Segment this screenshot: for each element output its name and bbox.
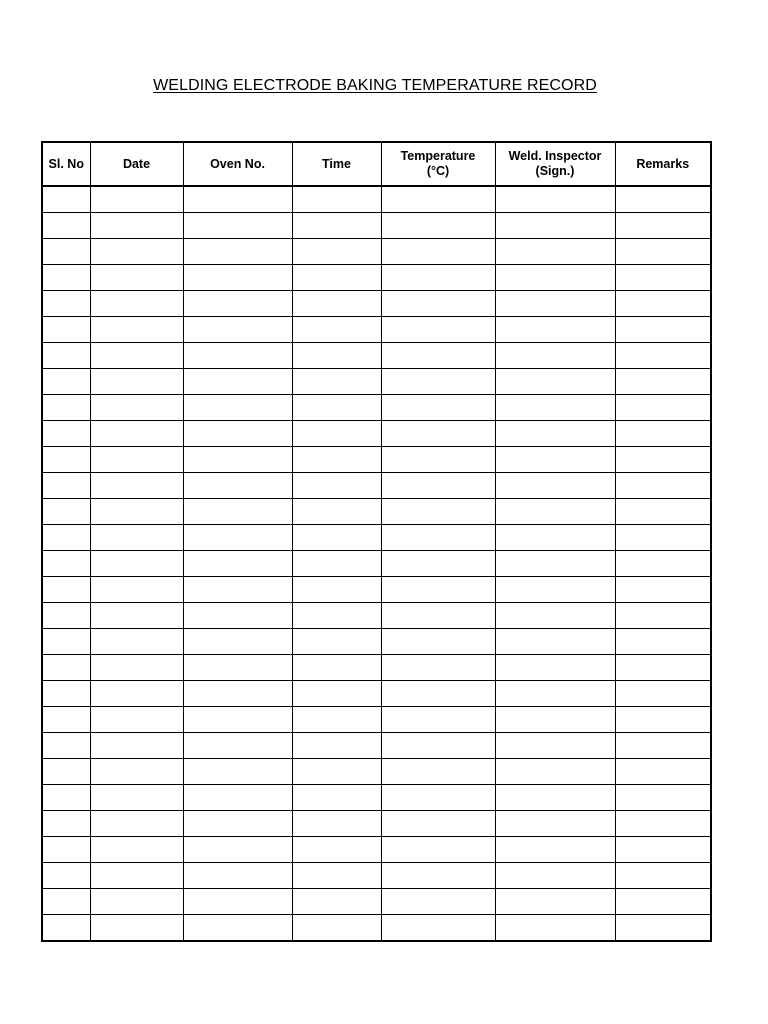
cell-oven-no[interactable] [183, 629, 292, 655]
cell-date[interactable] [90, 681, 183, 707]
cell-time[interactable] [292, 915, 381, 942]
cell-temperature[interactable] [381, 707, 495, 733]
cell-oven-no[interactable] [183, 265, 292, 291]
cell-sl-no[interactable] [42, 291, 90, 317]
cell-date[interactable] [90, 213, 183, 239]
cell-temperature[interactable] [381, 186, 495, 213]
cell-oven-no[interactable] [183, 395, 292, 421]
cell-sl-no[interactable] [42, 343, 90, 369]
cell-date[interactable] [90, 629, 183, 655]
cell-oven-no[interactable] [183, 343, 292, 369]
cell-sl-no[interactable] [42, 707, 90, 733]
cell-weld-inspector[interactable] [495, 785, 615, 811]
cell-temperature[interactable] [381, 473, 495, 499]
table-header-row [42, 142, 711, 186]
cell-temperature[interactable] [381, 681, 495, 707]
cell-temperature[interactable] [381, 551, 495, 577]
cell-weld-inspector[interactable] [495, 707, 615, 733]
cell-date[interactable] [90, 447, 183, 473]
cell-date[interactable] [90, 473, 183, 499]
cell-remarks[interactable] [615, 629, 711, 655]
cell-weld-inspector[interactable] [495, 291, 615, 317]
table-row [42, 681, 711, 707]
cell-temperature[interactable] [381, 499, 495, 525]
cell-sl-no[interactable] [42, 239, 90, 265]
cell-remarks[interactable] [615, 473, 711, 499]
table-row [42, 525, 711, 551]
table-row [42, 811, 711, 837]
cell-remarks[interactable] [615, 265, 711, 291]
cell-time[interactable] [292, 343, 381, 369]
cell-weld-inspector[interactable] [495, 265, 615, 291]
cell-date[interactable] [90, 707, 183, 733]
cell-sl-no[interactable] [42, 447, 90, 473]
cell-weld-inspector[interactable] [495, 239, 615, 265]
cell-sl-no[interactable] [42, 499, 90, 525]
cell-time[interactable] [292, 603, 381, 629]
cell-oven-no[interactable] [183, 551, 292, 577]
cell-sl-no[interactable] [42, 733, 90, 759]
table-row [42, 551, 711, 577]
cell-sl-no[interactable] [42, 577, 90, 603]
cell-date[interactable] [90, 499, 183, 525]
cell-weld-inspector[interactable] [495, 447, 615, 473]
cell-oven-no[interactable] [183, 759, 292, 785]
cell-weld-inspector[interactable] [495, 603, 615, 629]
cell-sl-no[interactable] [42, 915, 90, 942]
cell-time[interactable] [292, 889, 381, 915]
cell-temperature[interactable] [381, 213, 495, 239]
cell-temperature[interactable] [381, 733, 495, 759]
cell-weld-inspector[interactable] [495, 213, 615, 239]
cell-date[interactable] [90, 395, 183, 421]
table-row [42, 837, 711, 863]
cell-date[interactable] [90, 343, 183, 369]
cell-weld-inspector[interactable] [495, 915, 615, 942]
cell-date[interactable] [90, 733, 183, 759]
cell-remarks[interactable] [615, 499, 711, 525]
cell-sl-no[interactable] [42, 369, 90, 395]
cell-weld-inspector[interactable] [495, 369, 615, 395]
table-row [42, 499, 711, 525]
cell-time[interactable] [292, 655, 381, 681]
cell-time[interactable] [292, 863, 381, 889]
cell-date[interactable] [90, 525, 183, 551]
cell-time[interactable] [292, 629, 381, 655]
cell-remarks[interactable] [615, 577, 711, 603]
cell-temperature[interactable] [381, 291, 495, 317]
column-header-weld-inspector: Weld. Inspector (Sign.) [495, 142, 615, 186]
column-header-remarks: Remarks [615, 142, 711, 186]
cell-date[interactable] [90, 759, 183, 785]
cell-temperature[interactable] [381, 759, 495, 785]
cell-oven-no[interactable] [183, 577, 292, 603]
table-row [42, 395, 711, 421]
table-row [42, 186, 711, 213]
cell-remarks[interactable] [615, 811, 711, 837]
cell-oven-no[interactable] [183, 499, 292, 525]
cell-time[interactable] [292, 369, 381, 395]
cell-time[interactable] [292, 213, 381, 239]
cell-time[interactable] [292, 447, 381, 473]
cell-remarks[interactable] [615, 863, 711, 889]
cell-sl-no[interactable] [42, 655, 90, 681]
cell-temperature[interactable] [381, 837, 495, 863]
cell-oven-no[interactable] [183, 733, 292, 759]
cell-sl-no[interactable] [42, 421, 90, 447]
cell-weld-inspector[interactable] [495, 186, 615, 213]
cell-remarks[interactable] [615, 603, 711, 629]
cell-time[interactable] [292, 837, 381, 863]
cell-sl-no[interactable] [42, 551, 90, 577]
table-row [42, 655, 711, 681]
cell-weld-inspector[interactable] [495, 395, 615, 421]
cell-remarks[interactable] [615, 421, 711, 447]
table-row [42, 291, 711, 317]
cell-weld-inspector[interactable] [495, 499, 615, 525]
column-header-oven-no: Oven No. [183, 142, 292, 186]
cell-sl-no[interactable] [42, 863, 90, 889]
cell-weld-inspector[interactable] [495, 577, 615, 603]
cell-weld-inspector[interactable] [495, 733, 615, 759]
table-row [42, 239, 711, 265]
column-header-temperature: Temperature (°C) [381, 142, 495, 186]
cell-remarks[interactable] [615, 759, 711, 785]
cell-temperature[interactable] [381, 785, 495, 811]
cell-time[interactable] [292, 265, 381, 291]
cell-date[interactable] [90, 785, 183, 811]
cell-weld-inspector[interactable] [495, 551, 615, 577]
cell-temperature[interactable] [381, 629, 495, 655]
cell-sl-no[interactable] [42, 629, 90, 655]
cell-weld-inspector[interactable] [495, 889, 615, 915]
cell-oven-no[interactable] [183, 837, 292, 863]
cell-remarks[interactable] [615, 395, 711, 421]
cell-remarks[interactable] [615, 837, 711, 863]
cell-temperature[interactable] [381, 421, 495, 447]
cell-sl-no[interactable] [42, 681, 90, 707]
cell-oven-no[interactable] [183, 447, 292, 473]
cell-temperature[interactable] [381, 863, 495, 889]
cell-time[interactable] [292, 291, 381, 317]
cell-temperature[interactable] [381, 395, 495, 421]
cell-date[interactable] [90, 863, 183, 889]
cell-sl-no[interactable] [42, 889, 90, 915]
cell-date[interactable] [90, 291, 183, 317]
cell-oven-no[interactable] [183, 889, 292, 915]
cell-sl-no[interactable] [42, 395, 90, 421]
cell-oven-no[interactable] [183, 707, 292, 733]
cell-temperature[interactable] [381, 889, 495, 915]
cell-time[interactable] [292, 395, 381, 421]
cell-oven-no[interactable] [183, 186, 292, 213]
baking-record-table [41, 141, 712, 942]
cell-oven-no[interactable] [183, 655, 292, 681]
cell-oven-no[interactable] [183, 915, 292, 942]
cell-sl-no[interactable] [42, 473, 90, 499]
cell-weld-inspector[interactable] [495, 525, 615, 551]
cell-time[interactable] [292, 525, 381, 551]
cell-temperature[interactable] [381, 239, 495, 265]
table-row [42, 265, 711, 291]
cell-oven-no[interactable] [183, 603, 292, 629]
column-header-time: Time [292, 142, 381, 186]
cell-date[interactable] [90, 603, 183, 629]
cell-time[interactable] [292, 499, 381, 525]
cell-temperature[interactable] [381, 603, 495, 629]
cell-date[interactable] [90, 811, 183, 837]
cell-weld-inspector[interactable] [495, 863, 615, 889]
cell-oven-no[interactable] [183, 213, 292, 239]
cell-remarks[interactable] [615, 239, 711, 265]
cell-temperature[interactable] [381, 317, 495, 343]
cell-sl-no[interactable] [42, 759, 90, 785]
cell-weld-inspector[interactable] [495, 421, 615, 447]
cell-temperature[interactable] [381, 447, 495, 473]
cell-remarks[interactable] [615, 317, 711, 343]
cell-weld-inspector[interactable] [495, 473, 615, 499]
cell-date[interactable] [90, 239, 183, 265]
cell-sl-no[interactable] [42, 603, 90, 629]
cell-sl-no[interactable] [42, 785, 90, 811]
cell-remarks[interactable] [615, 447, 711, 473]
cell-sl-no[interactable] [42, 186, 90, 213]
cell-oven-no[interactable] [183, 811, 292, 837]
table-row [42, 603, 711, 629]
column-header-sl-no: Sl. No [42, 142, 90, 186]
cell-date[interactable] [90, 655, 183, 681]
cell-date[interactable] [90, 369, 183, 395]
cell-date[interactable] [90, 577, 183, 603]
cell-remarks[interactable] [615, 343, 711, 369]
cell-time[interactable] [292, 577, 381, 603]
cell-remarks[interactable] [615, 291, 711, 317]
table-row [42, 863, 711, 889]
table-row [42, 369, 711, 395]
cell-time[interactable] [292, 785, 381, 811]
cell-oven-no[interactable] [183, 525, 292, 551]
cell-weld-inspector[interactable] [495, 629, 615, 655]
column-header-date: Date [90, 142, 183, 186]
cell-date[interactable] [90, 915, 183, 942]
cell-remarks[interactable] [615, 681, 711, 707]
cell-time[interactable] [292, 186, 381, 213]
cell-oven-no[interactable] [183, 863, 292, 889]
cell-weld-inspector[interactable] [495, 759, 615, 785]
cell-temperature[interactable] [381, 577, 495, 603]
cell-time[interactable] [292, 317, 381, 343]
record-title: WELDING ELECTRODE BAKING TEMPERATURE RECORD [153, 77, 597, 94]
cell-oven-no[interactable] [183, 317, 292, 343]
table-row [42, 577, 711, 603]
cell-weld-inspector[interactable] [495, 317, 615, 343]
record-body [42, 186, 711, 941]
cell-temperature[interactable] [381, 811, 495, 837]
cell-sl-no[interactable] [42, 265, 90, 291]
cell-temperature[interactable] [381, 369, 495, 395]
cell-weld-inspector[interactable] [495, 655, 615, 681]
cell-temperature[interactable] [381, 343, 495, 369]
cell-remarks[interactable] [615, 369, 711, 395]
cell-weld-inspector[interactable] [495, 681, 615, 707]
cell-remarks[interactable] [615, 525, 711, 551]
cell-temperature[interactable] [381, 655, 495, 681]
cell-remarks[interactable] [615, 785, 711, 811]
cell-remarks[interactable] [615, 733, 711, 759]
cell-remarks[interactable] [615, 889, 711, 915]
cell-oven-no[interactable] [183, 681, 292, 707]
table-row [42, 785, 711, 811]
cell-time[interactable] [292, 421, 381, 447]
cell-sl-no[interactable] [42, 525, 90, 551]
cell-oven-no[interactable] [183, 473, 292, 499]
cell-oven-no[interactable] [183, 785, 292, 811]
table-row [42, 629, 711, 655]
table-row [42, 421, 711, 447]
cell-time[interactable] [292, 239, 381, 265]
cell-time[interactable] [292, 681, 381, 707]
cell-time[interactable] [292, 759, 381, 785]
table-row [42, 707, 711, 733]
cell-weld-inspector[interactable] [495, 343, 615, 369]
cell-oven-no[interactable] [183, 291, 292, 317]
cell-temperature[interactable] [381, 265, 495, 291]
cell-time[interactable] [292, 733, 381, 759]
cell-oven-no[interactable] [183, 369, 292, 395]
cell-remarks[interactable] [615, 551, 711, 577]
cell-remarks[interactable] [615, 186, 711, 213]
table-row [42, 317, 711, 343]
cell-date[interactable] [90, 186, 183, 213]
cell-date[interactable] [90, 837, 183, 863]
cell-remarks[interactable] [615, 213, 711, 239]
cell-weld-inspector[interactable] [495, 837, 615, 863]
cell-date[interactable] [90, 889, 183, 915]
cell-date[interactable] [90, 551, 183, 577]
table-row [42, 213, 711, 239]
cell-oven-no[interactable] [183, 239, 292, 265]
cell-temperature[interactable] [381, 915, 495, 942]
table-row [42, 889, 711, 915]
cell-remarks[interactable] [615, 655, 711, 681]
table-row [42, 759, 711, 785]
cell-time[interactable] [292, 811, 381, 837]
cell-date[interactable] [90, 421, 183, 447]
table-row [42, 343, 711, 369]
cell-sl-no[interactable] [42, 837, 90, 863]
cell-time[interactable] [292, 473, 381, 499]
cell-time[interactable] [292, 551, 381, 577]
cell-sl-no[interactable] [42, 213, 90, 239]
cell-time[interactable] [292, 707, 381, 733]
cell-weld-inspector[interactable] [495, 811, 615, 837]
cell-sl-no[interactable] [42, 811, 90, 837]
table-row [42, 473, 711, 499]
cell-date[interactable] [90, 317, 183, 343]
cell-remarks[interactable] [615, 915, 711, 942]
cell-sl-no[interactable] [42, 317, 90, 343]
table-row [42, 447, 711, 473]
cell-temperature[interactable] [381, 525, 495, 551]
cell-remarks[interactable] [615, 707, 711, 733]
cell-date[interactable] [90, 265, 183, 291]
table-row [42, 733, 711, 759]
cell-oven-no[interactable] [183, 421, 292, 447]
table-row [42, 915, 711, 942]
